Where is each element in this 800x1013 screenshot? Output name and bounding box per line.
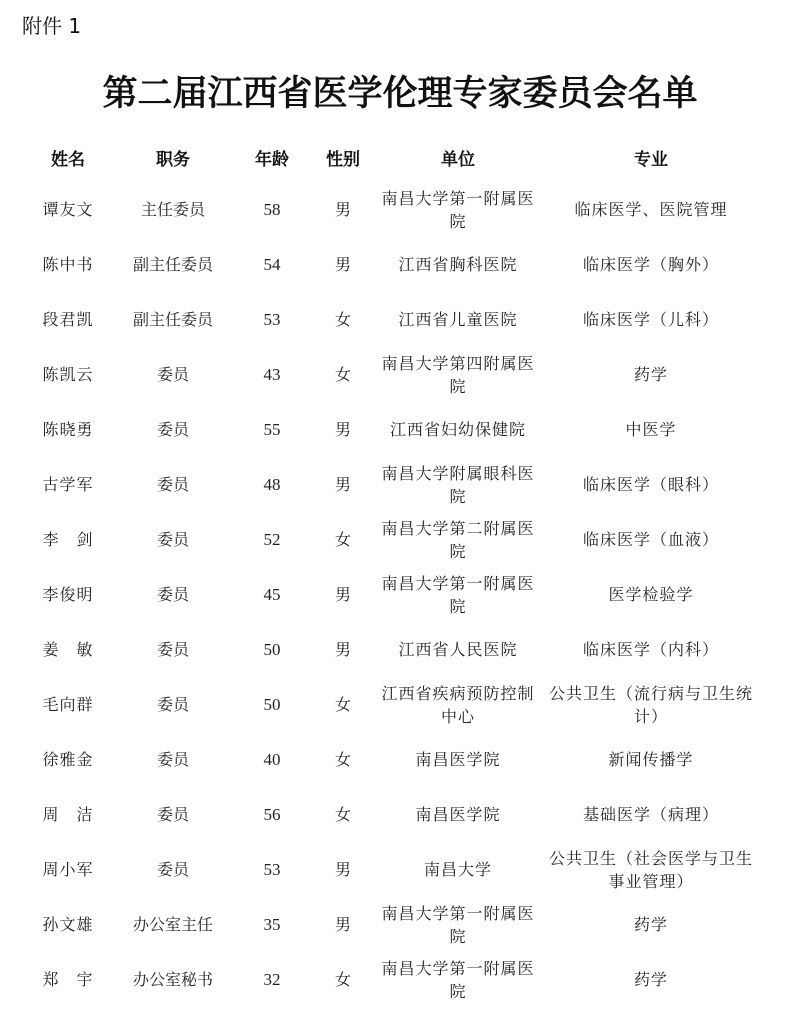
member-gender: 女 [334,695,351,714]
header-row [22,132,760,182]
member-position: 委员 [156,420,189,439]
header-unit: 单位 [441,149,475,170]
member-position: 委员 [156,365,189,384]
table-row [22,622,760,677]
member-major: 药学 [633,365,668,384]
member-name: 谭友文 [42,200,94,219]
member-name: 孙文雄 [42,915,94,934]
member-position: 副主任委员 [132,310,213,329]
table-row [22,512,760,567]
member-gender: 男 [334,475,351,494]
document-title: 第二届江西省医学伦理专家委员会名单 [102,73,698,114]
member-major: 临床医学（胸外） [582,255,719,274]
header-name: 姓名 [51,149,85,170]
member-name: 陈晓勇 [42,420,94,439]
member-unit: 江西省人民医院 [398,640,518,659]
member-name: 李 剑 [42,530,94,549]
member-position: 副主任委员 [132,255,213,274]
member-age: 35 [263,915,281,934]
member-gender: 男 [334,200,351,219]
member-position: 委员 [156,640,189,659]
attachment-label: 附件 1 [22,14,82,38]
member-age: 53 [263,310,281,329]
member-position: 委员 [156,860,189,879]
header-age: 年龄 [255,149,289,170]
member-unit: 江西省疾病预防控制中心 [381,683,535,726]
table-row [22,952,760,1007]
committee-roster-table [22,132,760,1007]
member-unit: 江西省胸科医院 [398,255,518,274]
member-gender: 女 [334,750,351,769]
member-unit: 南昌大学第一附属医院 [381,903,535,946]
member-position: 办公室秘书 [132,970,213,989]
member-age: 50 [263,695,281,714]
member-gender: 男 [334,420,351,439]
header-major: 专业 [634,149,668,170]
member-unit: 南昌大学第一附属医院 [381,573,535,616]
member-unit: 南昌大学第四附属医院 [381,353,535,396]
member-age: 45 [263,585,281,604]
member-unit: 南昌大学第一附属医院 [381,188,535,231]
member-unit: 南昌大学 [423,860,492,879]
member-unit: 南昌大学第二附属医院 [381,518,535,561]
member-major: 医学检验学 [608,585,694,604]
member-age: 48 [263,475,281,494]
member-unit: 南昌医学院 [415,750,501,769]
member-age: 32 [263,970,281,989]
table-row [22,732,760,787]
member-gender: 男 [334,915,351,934]
member-gender: 男 [334,860,351,879]
member-unit: 南昌大学第一附属医院 [381,958,535,1001]
member-position: 委员 [156,585,189,604]
member-gender: 女 [334,530,351,549]
member-age: 54 [263,255,281,274]
member-major: 中医学 [625,420,677,439]
member-gender: 女 [334,805,351,824]
member-gender: 男 [334,640,351,659]
member-major: 临床医学、医院管理 [574,200,728,219]
member-age: 56 [263,805,281,824]
member-age: 55 [263,420,281,439]
header-gender: 性别 [326,149,360,170]
member-position: 委员 [156,695,189,714]
table-row [22,182,760,237]
member-position: 委员 [156,805,189,824]
member-name: 姜 敏 [42,640,94,659]
member-age: 58 [263,200,281,219]
member-position: 办公室主任 [132,915,213,934]
member-unit: 南昌医学院 [415,805,501,824]
member-name: 段君凯 [42,310,94,329]
member-name: 陈中书 [42,255,94,274]
table-row [22,842,760,897]
member-major: 临床医学（儿科） [582,310,719,329]
table-row [22,347,760,402]
table-row [22,292,760,347]
table-row [22,567,760,622]
member-age: 40 [263,750,281,769]
member-major: 公共卫生（流行病与卫生统计） [548,683,753,726]
member-major: 临床医学（血液） [582,530,719,549]
member-position: 委员 [156,750,189,769]
member-age: 50 [263,640,281,659]
member-name: 周 洁 [42,805,94,824]
table-row [22,457,760,512]
member-major: 药学 [633,970,668,989]
member-position: 委员 [156,475,189,494]
member-gender: 女 [334,365,351,384]
member-name: 古学军 [42,475,94,494]
member-major: 临床医学（眼科） [582,475,719,494]
member-major: 公共卫生（社会医学与卫生事业管理） [548,848,753,891]
member-name: 毛向群 [42,695,94,714]
member-major: 新闻传播学 [608,750,694,769]
member-unit: 江西省妇幼保健院 [389,420,526,439]
member-gender: 女 [334,970,351,989]
member-age: 43 [263,365,281,384]
table-row [22,237,760,292]
member-unit: 江西省儿童医院 [398,310,518,329]
member-major: 基础医学（病理） [582,805,719,824]
member-age: 52 [263,530,281,549]
member-name: 徐雅金 [42,750,94,769]
member-gender: 女 [334,310,351,329]
member-position: 主任委员 [140,200,205,219]
member-name: 周小军 [42,860,94,879]
member-name: 陈凯云 [42,365,94,384]
table-header [22,132,760,182]
member-gender: 男 [334,585,351,604]
member-major: 药学 [633,915,668,934]
table-row [22,897,760,952]
member-position: 委员 [156,530,189,549]
table-body [22,182,760,1007]
member-age: 53 [263,860,281,879]
member-name: 李俊明 [42,585,94,604]
table-row [22,677,760,732]
member-unit: 南昌大学附属眼科医院 [381,463,535,506]
header-position: 职务 [156,149,190,170]
member-gender: 男 [334,255,351,274]
member-name: 郑 宇 [42,970,94,989]
member-major: 临床医学（内科） [582,640,719,659]
table-row [22,787,760,842]
table-row [22,402,760,457]
